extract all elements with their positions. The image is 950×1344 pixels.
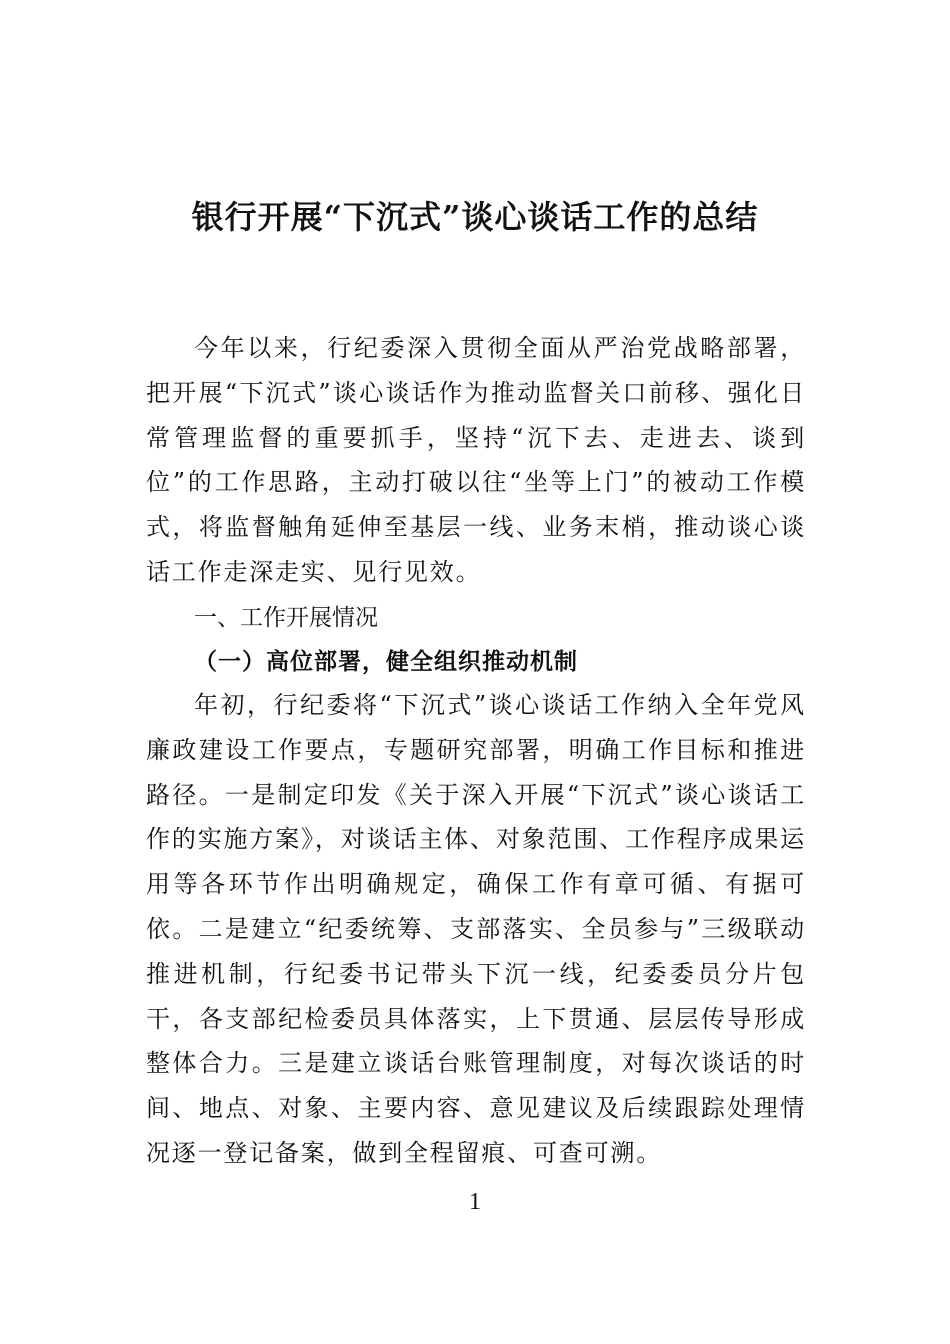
body-paragraph: 年初，行纪委将“下沉式”谈心谈话工作纳入全年党风廉政建设工作要点，专题研究部署，明确工作目标和推进路径。一是制定印发《关于深入开展“下沉式”谈心谈话工作的实施方案》，对谈话主体、对象范围、工作程序成果运用等各环节作出明确规定，确保工作有章可循、有据可依。二是建立“纪委统筹、支部落实、全员参与”三级联动推进机制，行纪委书记带头下沉一线，纪委委员分片包干，各支部纪检委员具体落实，上下贯通、层层传导形成整体合力。三是建立谈话台账管理制度，对每次谈话的时间、地点、对象、主要内容、意见建议及后续跟踪处理情况逐一登记备案，做到全程留痕、可查可溯。 xyxy=(146,691,806,1167)
intro-paragraph: 今年以来，行纪委深入贯彻全面从严治党战略部署，把开展“下沉式”谈心谈话作为推动监督关口前移、强化日常管理监督的重要抓手，坚持“沉下去、走进去、谈到位”的工作思路，主动打破以往“坐等上门”的被动工作模式，将监督触角延伸至基层一线、业务末梢，推动谈心谈话工作走深走实、见行见效。 xyxy=(146,334,806,586)
section-heading: 一、工作开展情况 xyxy=(194,605,378,631)
subsection-heading: （一）高位部署，健全组织推动机制 xyxy=(194,648,578,675)
document-title: 银行开展“下沉式”谈心谈话工作的总结 xyxy=(191,198,759,236)
page-number: 1 xyxy=(469,1189,481,1215)
